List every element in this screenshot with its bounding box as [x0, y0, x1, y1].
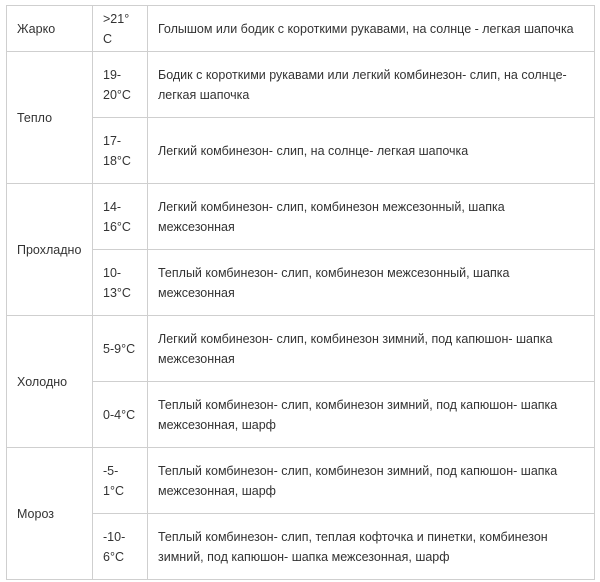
table-row	[7, 514, 595, 580]
category-cell: Холодно	[7, 316, 93, 448]
table-row	[7, 250, 595, 316]
temperature-cell: 0-4°C	[93, 382, 148, 448]
clothing-description-cell: Голышом или бодик с короткими рукавами, на солнце - легкая шапочка	[148, 6, 595, 52]
table-row	[7, 448, 595, 514]
clothing-description-cell: Легкий комбинезон- слип, комбинезон зимний, под капюшон- шапка межсезонная	[148, 316, 595, 382]
table-row	[7, 118, 595, 184]
temperature-cell: 10-13°C	[93, 250, 148, 316]
category-cell: Прохладно	[7, 184, 93, 316]
table-row	[7, 382, 595, 448]
temperature-cell: -5-1°C	[93, 448, 148, 514]
table-row	[7, 6, 595, 52]
clothing-description-cell: Легкий комбинезон- слип, комбинезон межсезонный, шапка межсезонная	[148, 184, 595, 250]
category-cell: Жарко	[7, 6, 93, 52]
clothing-description-cell: Легкий комбинезон- слип, на солнце- легкая шапочка	[148, 118, 595, 184]
clothing-description-cell: Бодик с короткими рукавами или легкий комбинезон- слип, на солнце- легкая шапочка	[148, 52, 595, 118]
clothing-description-cell: Теплый комбинезон- слип, комбинезон межсезонный, шапка межсезонная	[148, 250, 595, 316]
temperature-cell: 14-16°C	[93, 184, 148, 250]
clothing-description-cell: Теплый комбинезон- слип, теплая кофточка и пинетки, комбинезон зимний, под капюшон- шапка межсезонная, шарф	[148, 514, 595, 580]
table-row	[7, 316, 595, 382]
temperature-cell: 17-18°C	[93, 118, 148, 184]
clothing-description-cell: Теплый комбинезон- слип, комбинезон зимний, под капюшон- шапка межсезонная, шарф	[148, 448, 595, 514]
category-cell: Тепло	[7, 52, 93, 184]
temperature-cell: 19-20°C	[93, 52, 148, 118]
clothing-description-cell: Теплый комбинезон- слип, комбинезон зимний, под капюшон- шапка межсезонная, шарф	[148, 382, 595, 448]
temperature-cell: -10-6°C	[93, 514, 148, 580]
table-row	[7, 52, 595, 118]
category-cell: Мороз	[7, 448, 93, 580]
clothing-temperature-table	[6, 5, 595, 580]
table-row	[7, 184, 595, 250]
temperature-cell: >21°C	[93, 6, 148, 52]
temperature-cell: 5-9°C	[93, 316, 148, 382]
